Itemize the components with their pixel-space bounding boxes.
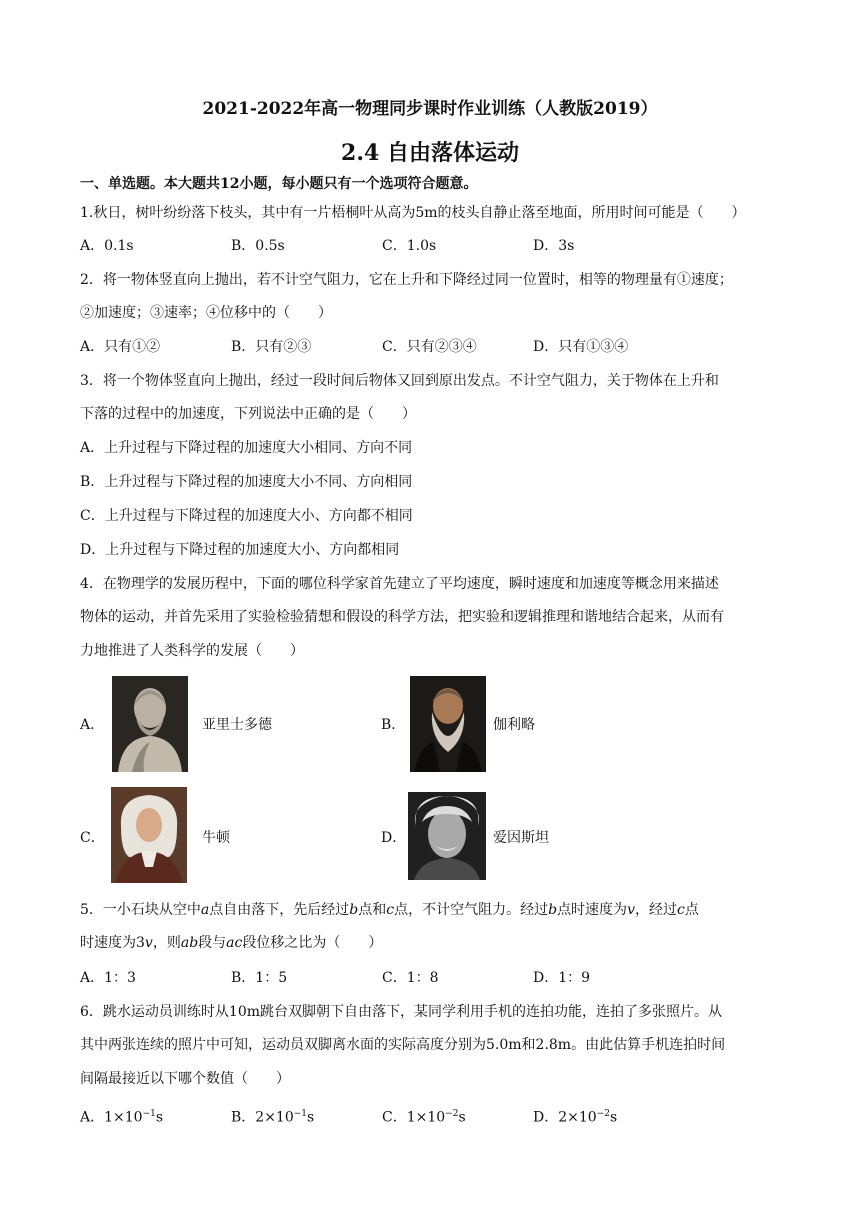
q4-option-c-name: 牛顿 [202, 830, 230, 846]
q5-var-b: b [349, 902, 359, 918]
q6-b-unit: s [307, 1109, 315, 1126]
q6-option-c [382, 1104, 466, 1128]
q4-option-d-name: 爱因斯坦 [493, 830, 549, 846]
question-4-line-2: 物体的运动，并首先采用了实验检验猜想和假设的科学方法，把实验和逻辑推理和谐地结合起来，从而有 [80, 609, 724, 625]
q5-var-b2: b [548, 902, 558, 918]
question-1-text: 1.秋日，树叶纷纷落下枝头，其中有一片梧桐叶从高为5m的枝头自静止落至地面，所用时间可能是（ ） [80, 205, 746, 221]
document-title: 2021-2022年高一物理同步课时作业训练（人教版2019） [202, 99, 658, 119]
q5-line2-text-3: 段与 [198, 935, 227, 951]
galileo-portrait [410, 676, 486, 772]
q3-option-a: A．上升过程与下降过程的加速度大小相同、方向不同 [80, 440, 413, 456]
q5-var-a: a [200, 902, 210, 918]
q6-d-exponent: −2 [596, 1109, 610, 1119]
q5-text-5: 点时速度为 [557, 902, 628, 918]
question-5-line-1 [80, 900, 699, 920]
question-2-line-2: ②加速度；③速率；④位移中的（ ） [80, 305, 332, 321]
q6-b-value: 2×10 [255, 1109, 294, 1126]
q4-option-b-label: B． [381, 717, 406, 733]
question-6-line-2: 其中两张连续的照片中可知，运动员双脚离水面的实际高度分别为5.0m和2.8m。由此估算手机连拍时间 [80, 1037, 726, 1053]
q6-d-value: 2×10 [558, 1109, 597, 1126]
q5-var-c2: c [676, 902, 685, 918]
q6-d-label: D． [533, 1109, 559, 1126]
q5-line2-text-1: 时速度为3 [80, 935, 145, 951]
newton-portrait [111, 787, 187, 883]
q5-line2-var-ab: ab [180, 935, 199, 951]
document-subtitle: 2.4 自由落体运动 [341, 140, 519, 166]
q4-option-d-label: D． [381, 830, 407, 846]
q6-a-label: A． [80, 1109, 105, 1126]
question-5-line-2 [80, 933, 382, 953]
q6-d-unit: s [609, 1109, 618, 1126]
q6-a-exponent: −1 [142, 1109, 156, 1119]
q2-option-d: D．只有①③④ [533, 339, 629, 355]
question-4-line-3: 力地推进了人类科学的发展（ ） [80, 643, 304, 659]
q6-c-exponent: −2 [445, 1109, 459, 1119]
q5-line2-var-ac: ac [226, 935, 243, 951]
q5-option-c: C．1：8 [382, 970, 439, 986]
q5-text-7: 点 [684, 902, 699, 918]
question-2-line-1: 2．将一物体竖直向上抛出，若不计空气阻力，它在上升和下降经过同一位置时，相等的物理量有①速度； [80, 272, 733, 288]
q5-line2-text-2: ，则 [152, 935, 181, 951]
aristotle-portrait [112, 676, 188, 772]
q4-option-c-label: C． [80, 830, 105, 846]
q3-option-d: D．上升过程与下降过程的加速度大小、方向都相同 [80, 542, 400, 558]
question-6-line-3: 间隔最接近以下哪个数值（ ） [80, 1071, 290, 1087]
q5-text-3: 点和 [358, 902, 387, 918]
q2-option-c: C．只有②③④ [382, 339, 477, 355]
question-3-line-2: 下落的过程中的加速度，下列说法中正确的是（ ） [80, 406, 416, 422]
q6-b-exponent: −1 [293, 1109, 308, 1119]
section-heading: 一、单选题。本大题共12小题，每小题只有一个选项符合题意。 [80, 176, 478, 192]
question-3-line-1: 3．将一个物体竖直向上抛出，经过一段时间后物体又回到原出发点。不计空气阻力，关于物体在上升和 [80, 373, 719, 389]
q6-option-d [533, 1104, 617, 1128]
q6-c-value: 1×10 [406, 1109, 446, 1126]
q5-text-6: ，经过 [634, 902, 677, 918]
question-4-line-1: 4．在物理学的发展历程中，下面的哪位科学家首先建立了平均速度，瞬时速度和加速度等概念用来描述 [80, 576, 719, 592]
q1-option-b: B．0.5s [231, 238, 285, 254]
q5-line2-var-v: v [144, 935, 153, 951]
q6-a-unit: s [155, 1109, 164, 1126]
q5-text-2: 点自由落下，先后经过 [209, 902, 350, 918]
einstein-portrait [408, 792, 486, 880]
q3-option-b: B．上升过程与下降过程的加速度大小不同、方向相同 [80, 474, 413, 490]
question-6-line-1: 6．跳水运动员训练时从10m跳台双脚朝下自由落下，某同学利用手机的连拍功能，连拍了多张照片。从 [80, 1004, 722, 1020]
q5-text-1: 5．一小石块从空中 [80, 902, 201, 918]
q1-option-d: D．3s [533, 238, 575, 254]
q1-option-a: A．0.1s [80, 238, 134, 254]
q6-option-a [80, 1104, 163, 1128]
q2-option-a: A．只有①② [80, 339, 161, 355]
q6-a-value: 1×10 [104, 1109, 143, 1126]
q5-option-b: B．1：5 [231, 970, 288, 986]
q5-option-d: D．1：9 [533, 970, 591, 986]
q5-var-c: c [386, 902, 395, 918]
q4-option-a-label: A． [80, 717, 105, 733]
q5-line2-text-4: 段位移之比为（ ） [242, 935, 383, 951]
q6-c-label: C． [382, 1109, 407, 1126]
q4-option-b-name: 伽利略 [493, 717, 535, 733]
q6-b-label: B． [231, 1109, 256, 1126]
q5-var-v: v [627, 902, 635, 918]
q6-c-unit: s [458, 1109, 466, 1126]
q4-option-a-name: 亚里士多德 [202, 717, 272, 733]
q5-option-a: A．1：3 [80, 970, 136, 986]
q5-text-4: 点，不计空气阻力。经过 [394, 902, 549, 918]
q6-option-b [231, 1104, 314, 1128]
q3-option-c: C．上升过程与下降过程的加速度大小、方向都不相同 [80, 508, 413, 524]
q2-option-b: B．只有②③ [231, 339, 312, 355]
q1-option-c: C．1.0s [382, 238, 437, 254]
